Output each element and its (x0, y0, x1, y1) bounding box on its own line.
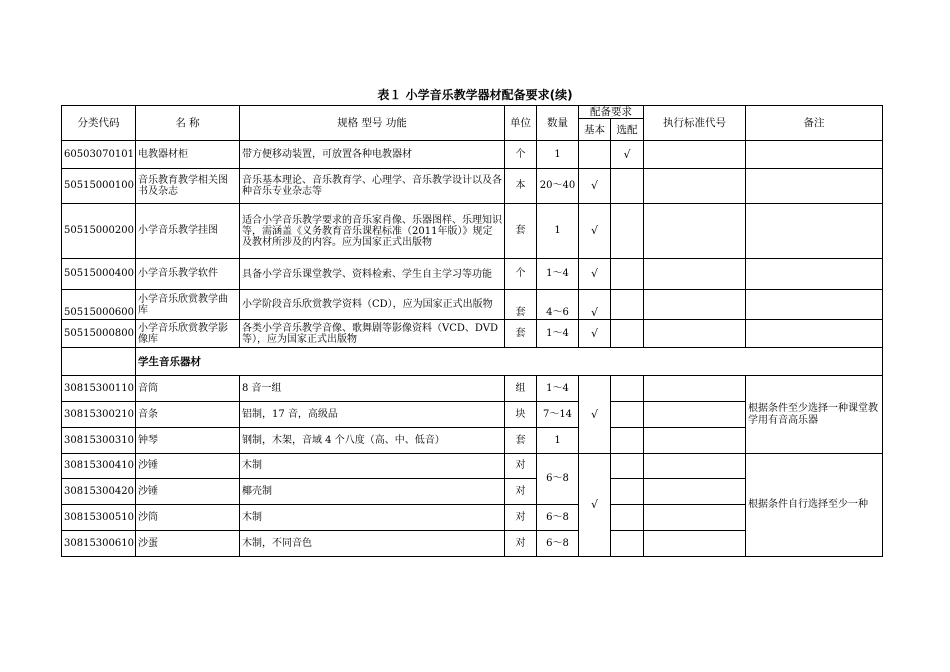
cell-name: 音条 (136, 402, 240, 428)
cell-code: 30815300110 (62, 376, 136, 402)
cell-name: 钟琴 (136, 428, 240, 454)
cell-unit: 对 (505, 531, 537, 557)
cell-standard (644, 141, 746, 169)
cell-unit: 对 (505, 454, 537, 479)
cell-optional (611, 479, 644, 505)
cell-optional (611, 169, 644, 204)
cell-standard (644, 204, 746, 259)
cell-unit: 套 (505, 204, 537, 259)
cell-optional (611, 428, 644, 454)
cell-optional (611, 320, 644, 348)
cell-spec: 钢制，木架，音域 4 个八度（高、中、低音） (240, 428, 505, 454)
cell-optional (611, 290, 644, 320)
cell-unit: 对 (505, 505, 537, 531)
cell-spec: 木制，不同音色 (240, 531, 505, 557)
cell-standard (644, 479, 746, 505)
table-row (62, 169, 883, 204)
cell-qty: 1 (537, 141, 579, 169)
cell-code: 30815300510 (62, 505, 136, 531)
section-label: 学生音乐器材 (136, 348, 883, 376)
cell-code: 30815300420 (62, 479, 136, 505)
cell-optional: √ (611, 141, 644, 169)
cell-name: 电教器材柜 (136, 141, 240, 169)
cell-standard (644, 531, 746, 557)
header-spec: 规格 型号 功能 (240, 106, 505, 141)
cell-remark (746, 169, 883, 204)
cell-spec: 带方便移动装置，可放置各种电教器材 (240, 141, 505, 169)
cell-unit: 套 (505, 428, 537, 454)
cell-optional (611, 259, 644, 290)
cell-standard (644, 505, 746, 531)
cell-spec: 椰壳制 (240, 479, 505, 505)
cell-optional (611, 531, 644, 557)
cell-standard (644, 259, 746, 290)
cell-basic: √ (579, 320, 611, 348)
cell-remark (746, 320, 883, 348)
cell-code: 50515000100 (62, 169, 136, 204)
cell-code: 50515000600 (62, 290, 136, 320)
cell-optional (611, 454, 644, 479)
cell-code: 30815300410 (62, 454, 136, 479)
cell-basic: √ (579, 204, 611, 259)
cell-qty: 1～4 (537, 376, 579, 402)
cell-name: 音筒 (136, 376, 240, 402)
cell-code: 30815300210 (62, 402, 136, 428)
group2-remark: 根据条件自行选择至少一种 (746, 454, 883, 557)
cell-qty: 1～4 (537, 259, 579, 290)
cell-name: 小学音乐教学软件 (136, 259, 240, 290)
cell-code: 50515000800 (62, 320, 136, 348)
cell-spec: 小学阶段音乐欣赏教学资料（CD），应为国家正式出版物 (240, 290, 505, 320)
cell-standard (644, 402, 746, 428)
table-row (62, 376, 883, 402)
cell-standard (644, 290, 746, 320)
cell-remark (746, 204, 883, 259)
cell-name: 小学音乐欣赏教学曲库 (136, 290, 240, 320)
cell-qty: 1～4 (537, 320, 579, 348)
cell-unit: 个 (505, 141, 537, 169)
cell-standard (644, 169, 746, 204)
cell-spec: 各类小学音乐教学音像、歌舞剧等影像资料（VCD、DVD等），应为国家正式出版物 (240, 320, 505, 348)
cell-spec: 8 音一组 (240, 376, 505, 402)
table-row (62, 290, 883, 320)
cell-unit: 套 (505, 290, 537, 320)
cell-spec: 音乐基本理论、音乐教育学、心理学、音乐教学设计以及各种音乐专业杂志等 (240, 169, 505, 204)
section-code (62, 348, 136, 376)
cell-code: 60503070101 (62, 141, 136, 169)
cell-optional (611, 505, 644, 531)
cell-standard (644, 454, 746, 479)
cell-unit: 对 (505, 479, 537, 505)
cell-spec: 铝制，17 音，高级品 (240, 402, 505, 428)
cell-optional (611, 204, 644, 259)
table-row (62, 454, 883, 479)
cell-basic (579, 141, 611, 169)
cell-code: 30815300610 (62, 531, 136, 557)
cell-standard (644, 376, 746, 402)
cell-spec: 木制 (240, 505, 505, 531)
cell-code: 50515000200 (62, 204, 136, 259)
table-title: 表１ 小学音乐教学器材配备要求(续) (377, 88, 573, 102)
cell-qty: 4～6 (537, 290, 579, 320)
group2-basic: √ (579, 454, 611, 557)
cell-unit: 块 (505, 402, 537, 428)
header-basic: 基本 (579, 119, 611, 141)
cell-name: 沙筒 (136, 505, 240, 531)
header-qty: 数量 (537, 106, 579, 141)
cell-name: 音乐教育教学相关图书及杂志 (136, 169, 240, 204)
cell-name: 小学音乐教学挂图 (136, 204, 240, 259)
cell-remark (746, 259, 883, 290)
equipment-table (61, 105, 883, 557)
cell-basic: √ (579, 169, 611, 204)
table-row (62, 141, 883, 169)
table-row (62, 204, 883, 259)
cell-spec: 木制 (240, 454, 505, 479)
header-config: 配备要求 (579, 106, 644, 119)
cell-qty: 1 (537, 204, 579, 259)
header-standard: 执行标准代号 (644, 106, 746, 141)
section-row (62, 348, 883, 376)
cell-standard (644, 428, 746, 454)
cell-qty: 1 (537, 428, 579, 454)
cell-code: 50515000400 (62, 259, 136, 290)
group2-merged-qty: 6～8 (537, 454, 579, 505)
cell-unit: 本 (505, 169, 537, 204)
cell-optional (611, 402, 644, 428)
table-row (62, 320, 883, 348)
cell-name: 沙锤 (136, 479, 240, 505)
cell-remark (746, 290, 883, 320)
cell-name: 沙锤 (136, 454, 240, 479)
table-row (62, 259, 883, 290)
header-name: 名 称 (136, 106, 240, 141)
cell-remark (746, 141, 883, 169)
cell-spec: 具备小学音乐课堂教学、资料检索、学生自主学习等功能 (240, 259, 505, 290)
cell-qty: 6～8 (537, 505, 579, 531)
cell-basic: √ (579, 290, 611, 320)
cell-standard (644, 320, 746, 348)
cell-qty: 7～14 (537, 402, 579, 428)
cell-name: 小学音乐欣赏教学影像库 (136, 320, 240, 348)
header-optional: 选配 (611, 119, 644, 141)
cell-spec: 适合小学音乐教学要求的音乐家肖像、乐器图样、乐理知识等，需涵盖《义务教育音乐课程标准（2011年版）》规定及教材所涉及的内容。应为国家正式出版物 (240, 204, 505, 259)
cell-unit: 套 (505, 320, 537, 348)
cell-unit: 个 (505, 259, 537, 290)
cell-qty: 20～40 (537, 169, 579, 204)
cell-name: 沙蛋 (136, 531, 240, 557)
header-code: 分类代码 (62, 106, 136, 141)
cell-qty: 6～8 (537, 531, 579, 557)
group1-remark: 根据条件至少选择一种课堂教学用有音高乐器 (746, 376, 883, 454)
cell-optional (611, 376, 644, 402)
cell-unit: 组 (505, 376, 537, 402)
cell-basic: √ (579, 259, 611, 290)
header-remark: 备注 (746, 106, 883, 141)
header-unit: 单位 (505, 106, 537, 141)
group1-basic: √ (579, 376, 611, 454)
cell-code: 30815300310 (62, 428, 136, 454)
